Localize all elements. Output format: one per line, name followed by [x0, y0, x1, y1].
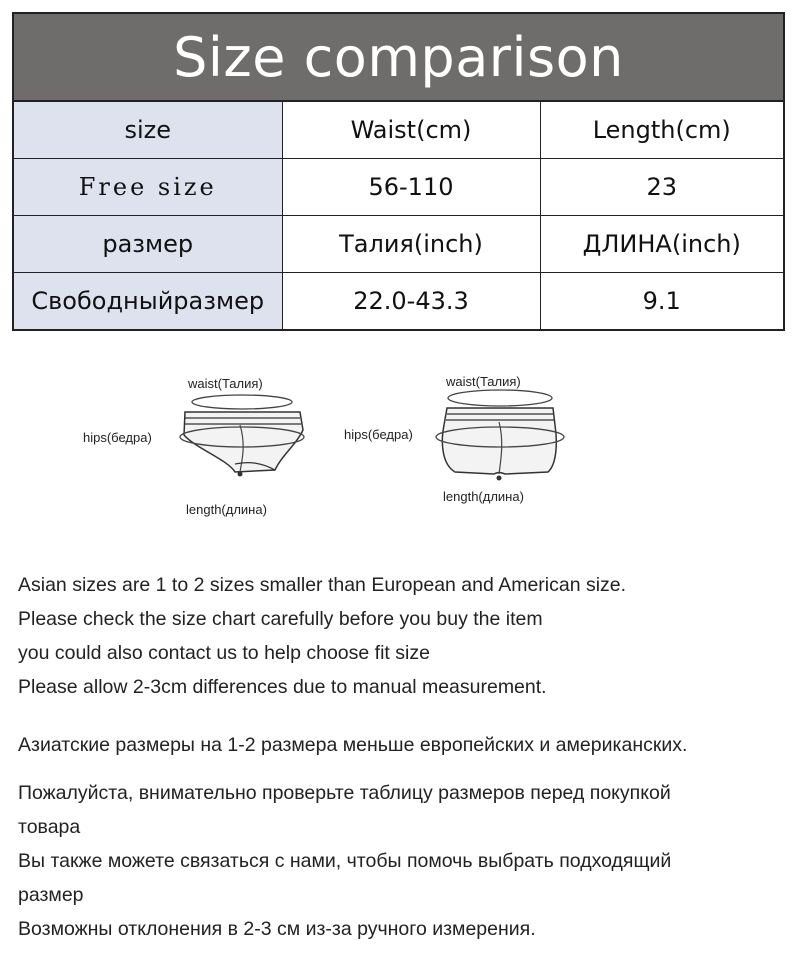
notes-english	[18, 568, 798, 704]
note-line: you could also contact us to help choose fit size	[18, 642, 430, 664]
boxers-waist-label: waist(Талия)	[446, 374, 521, 389]
table-cell: Length(cm)	[540, 102, 783, 159]
note-line: Азиатские размеры на 1-2 размера меньше европейских и американских.	[18, 734, 688, 756]
table-cell: Свободныйразмер	[14, 273, 282, 330]
table-cell: 56-110	[282, 159, 540, 216]
notes-russian-first	[18, 728, 798, 762]
table-cell: Талия(inch)	[282, 216, 540, 273]
note-line: Please check the size chart carefully before you buy the item	[18, 608, 543, 630]
boxers-hips-label: hips(бедра)	[344, 427, 413, 442]
briefs-hips-label: hips(бедра)	[83, 430, 152, 445]
boxers-length-label: length(длина)	[443, 489, 524, 504]
table-cell: 23	[540, 159, 783, 216]
table-cell: Waist(cm)	[282, 102, 540, 159]
note-line: Вы также можете связаться с нами, чтобы помочь выбрать подходящий	[18, 850, 672, 872]
table-cell: ДЛИНА(inch)	[540, 216, 783, 273]
note-line: Asian sizes are 1 to 2 sizes smaller than European and American size.	[18, 574, 627, 596]
notes-russian	[18, 776, 798, 946]
note-line: Возможны отклонения в 2-3 см из-за ручного измерения.	[18, 918, 536, 940]
table-row	[14, 159, 783, 216]
table-cell: Free size	[14, 159, 282, 216]
measurement-diagram-svg	[0, 360, 800, 530]
size-table	[14, 102, 783, 329]
note-line: Пожалуйста, внимательно проверьте таблицу размеров перед покупкой	[18, 782, 671, 804]
size-chart	[12, 12, 785, 331]
measurement-diagrams	[0, 360, 800, 530]
chart-title: Size comparison	[14, 14, 783, 102]
note-line: Please allow 2-3cm differences due to manual measurement.	[18, 676, 547, 698]
table-row	[14, 102, 783, 159]
briefs-length-label: length(длина)	[186, 502, 267, 517]
table-cell: size	[14, 102, 282, 159]
briefs-icon	[83, 376, 304, 517]
table-row	[14, 216, 783, 273]
note-line: размер	[18, 884, 84, 906]
table-cell: размер	[14, 216, 282, 273]
note-line: товара	[18, 816, 81, 838]
briefs-waist-label: waist(Талия)	[188, 376, 263, 391]
table-cell: 9.1	[540, 273, 783, 330]
table-row	[14, 273, 783, 330]
boxers-icon	[344, 374, 564, 504]
table-cell: 22.0-43.3	[282, 273, 540, 330]
